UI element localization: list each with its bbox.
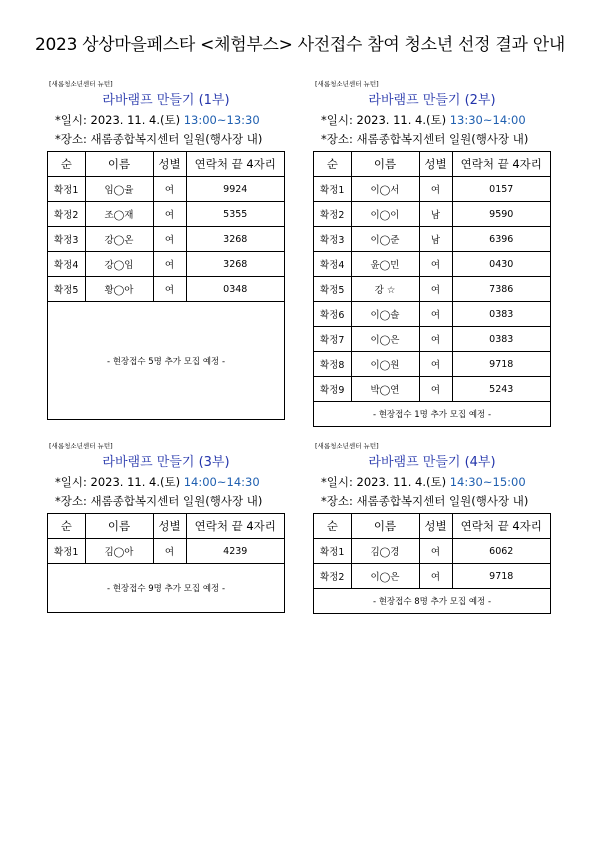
col-order-header: 순: [314, 514, 351, 539]
order-cell: 확정6: [314, 302, 351, 327]
note-row: [48, 564, 284, 613]
table-row: [48, 539, 284, 564]
table-header-row: [314, 152, 550, 177]
col-gender-header: 성별: [419, 152, 452, 177]
name-cell: 황◯아: [85, 277, 153, 302]
gender-cell: 여: [419, 302, 452, 327]
session-block-4: [313, 441, 551, 614]
contact-cell: 6396: [452, 227, 550, 252]
col-name-header: 이름: [85, 514, 153, 539]
table-row: [314, 177, 550, 202]
contact-cell: 0383: [452, 302, 550, 327]
contact-cell: 9718: [452, 564, 550, 589]
name-cell: 박◯연: [351, 377, 419, 402]
order-cell: 확정9: [314, 377, 351, 402]
col-name-header: 이름: [351, 514, 419, 539]
order-cell: 확정2: [314, 564, 351, 589]
session-place: *장소: 새롬종합복지센터 일원(행사장 내): [321, 132, 529, 146]
gender-cell: 여: [419, 377, 452, 402]
session-title: 라바램프 만들기 (3부): [102, 455, 230, 470]
onsite-recruit-note: - 현장접수 9명 추가 모집 예정 -: [106, 584, 226, 594]
table-row: [48, 177, 284, 202]
order-cell: 확정2: [48, 202, 85, 227]
table-header-row: [48, 514, 284, 539]
session-block-2: [313, 79, 551, 427]
session-place: *장소: 새롬종합복지센터 일원(행사장 내): [55, 494, 263, 508]
table-row: [314, 302, 550, 327]
session-time: 14:30~15:00: [449, 475, 526, 489]
contact-cell: 0157: [452, 177, 550, 202]
session-block-3: [47, 441, 285, 613]
participants-table: [47, 151, 285, 420]
contact-cell: 4239: [186, 539, 284, 564]
session-place: *장소: 새롬종합복지센터 일원(행사장 내): [55, 132, 263, 146]
name-cell: 이◯원: [351, 352, 419, 377]
gender-cell: 여: [153, 202, 186, 227]
gender-cell: 여: [153, 277, 186, 302]
onsite-recruit-note: - 현장접수 5명 추가 모집 예정 -: [106, 356, 226, 367]
gender-cell: 남: [419, 202, 452, 227]
table-row: [314, 352, 550, 377]
participants-table: [47, 513, 285, 613]
gender-cell: 여: [153, 227, 186, 252]
table-row: [314, 539, 550, 564]
order-cell: 확정3: [48, 227, 85, 252]
table-row: [314, 277, 550, 302]
session-date: *일시: 2023. 11. 4.(토): [55, 475, 184, 489]
session-time: 13:30~14:00: [449, 113, 526, 127]
org-label: [새롬청소년센터 뉴턴]: [49, 442, 113, 450]
order-cell: 확정4: [314, 252, 351, 277]
order-cell: 확정3: [314, 227, 351, 252]
name-cell: 이◯이: [351, 202, 419, 227]
onsite-recruit-note: - 현장접수 8명 추가 모집 예정 -: [372, 597, 492, 607]
col-gender-header: 성별: [153, 514, 186, 539]
name-cell: 강◯임: [85, 252, 153, 277]
name-cell: 김◯아: [85, 539, 153, 564]
order-cell: 확정1: [314, 539, 351, 564]
contact-cell: 0348: [186, 277, 284, 302]
col-gender-header: 성별: [153, 152, 186, 177]
order-cell: 확정1: [48, 539, 85, 564]
session-datetime: [55, 111, 285, 130]
order-cell: 확정8: [314, 352, 351, 377]
name-cell: 임◯율: [85, 177, 153, 202]
gender-cell: 여: [153, 252, 186, 277]
gender-cell: 여: [419, 564, 452, 589]
table-row: [314, 327, 550, 352]
contact-cell: 5355: [186, 202, 284, 227]
session-title: 라바램프 만들기 (1부): [102, 93, 230, 108]
col-gender-header: 성별: [419, 514, 452, 539]
session-place: *장소: 새롬종합복지센터 일원(행사장 내): [321, 494, 529, 508]
session-datetime: [321, 473, 551, 492]
session-title: 라바램프 만들기 (4부): [368, 455, 496, 470]
col-contact-header: 연락처 끝 4자리: [186, 152, 284, 177]
session-time: 14:00~14:30: [183, 475, 260, 489]
col-order-header: 순: [48, 152, 85, 177]
session-block-1: [47, 79, 285, 420]
name-cell: 윤◯민: [351, 252, 419, 277]
col-contact-header: 연락처 끝 4자리: [452, 514, 550, 539]
table-row: [314, 202, 550, 227]
session-time: 13:00~13:30: [183, 113, 260, 127]
col-contact-header: 연락처 끝 4자리: [452, 152, 550, 177]
table-row: [48, 227, 284, 252]
name-cell: 이◯솔: [351, 302, 419, 327]
table-row: [314, 227, 550, 252]
table-row: [314, 252, 550, 277]
org-label: [새롬청소년센터 뉴턴]: [315, 442, 379, 450]
table-row: [48, 202, 284, 227]
table-header-row: [48, 152, 284, 177]
contact-cell: 5243: [452, 377, 550, 402]
note-row: [314, 402, 550, 427]
order-cell: 확정4: [48, 252, 85, 277]
gender-cell: 여: [153, 177, 186, 202]
name-cell: 이◯은: [351, 327, 419, 352]
col-name-header: 이름: [351, 152, 419, 177]
gender-cell: 여: [419, 277, 452, 302]
contact-cell: 0430: [452, 252, 550, 277]
order-cell: 확정5: [314, 277, 351, 302]
contact-cell: 0383: [452, 327, 550, 352]
participants-table: [313, 513, 551, 614]
participants-table: [313, 151, 551, 427]
session-datetime: [55, 473, 285, 492]
name-cell: 이◯서: [351, 177, 419, 202]
name-cell: 조◯재: [85, 202, 153, 227]
gender-cell: 여: [153, 539, 186, 564]
contact-cell: 6062: [452, 539, 550, 564]
order-cell: 확정5: [48, 277, 85, 302]
org-label: [새롬청소년센터 뉴턴]: [315, 80, 379, 88]
onsite-recruit-note: - 현장접수 1명 추가 모집 예정 -: [372, 410, 492, 420]
gender-cell: 여: [419, 327, 452, 352]
order-cell: 확정2: [314, 202, 351, 227]
session-date: *일시: 2023. 11. 4.(토): [55, 113, 184, 127]
col-order-header: 순: [314, 152, 351, 177]
contact-cell: 3268: [186, 227, 284, 252]
note-row: [314, 589, 550, 614]
order-cell: 확정7: [314, 327, 351, 352]
gender-cell: 여: [419, 539, 452, 564]
name-cell: 김◯경: [351, 539, 419, 564]
order-cell: 확정1: [314, 177, 351, 202]
contact-cell: 3268: [186, 252, 284, 277]
order-cell: 확정1: [48, 177, 85, 202]
table-header-row: [314, 514, 550, 539]
gender-cell: 남: [419, 227, 452, 252]
table-row: [314, 377, 550, 402]
contact-cell: 7386: [452, 277, 550, 302]
note-row: [48, 302, 284, 420]
session-date: *일시: 2023. 11. 4.(토): [321, 113, 450, 127]
col-order-header: 순: [48, 514, 85, 539]
table-row: [314, 564, 550, 589]
col-name-header: 이름: [85, 152, 153, 177]
gender-cell: 여: [419, 252, 452, 277]
col-contact-header: 연락처 끝 4자리: [186, 514, 284, 539]
table-row: [48, 252, 284, 277]
name-cell: 이◯준: [351, 227, 419, 252]
name-cell: 이◯은: [351, 564, 419, 589]
gender-cell: 여: [419, 177, 452, 202]
table-row: [48, 277, 284, 302]
org-label: [새롬청소년센터 뉴턴]: [49, 80, 113, 88]
session-date: *일시: 2023. 11. 4.(토): [321, 475, 450, 489]
contact-cell: 9718: [452, 352, 550, 377]
name-cell: 강 ☆: [351, 277, 419, 302]
contact-cell: 9924: [186, 177, 284, 202]
session-title: 라바램프 만들기 (2부): [368, 93, 496, 108]
name-cell: 강◯온: [85, 227, 153, 252]
page-title: 2023 상상마을페스타 <체험부스> 사전접수 참여 청소년 선정 결과 안내: [35, 35, 565, 55]
session-datetime: [321, 111, 551, 130]
contact-cell: 9590: [452, 202, 550, 227]
gender-cell: 여: [419, 352, 452, 377]
